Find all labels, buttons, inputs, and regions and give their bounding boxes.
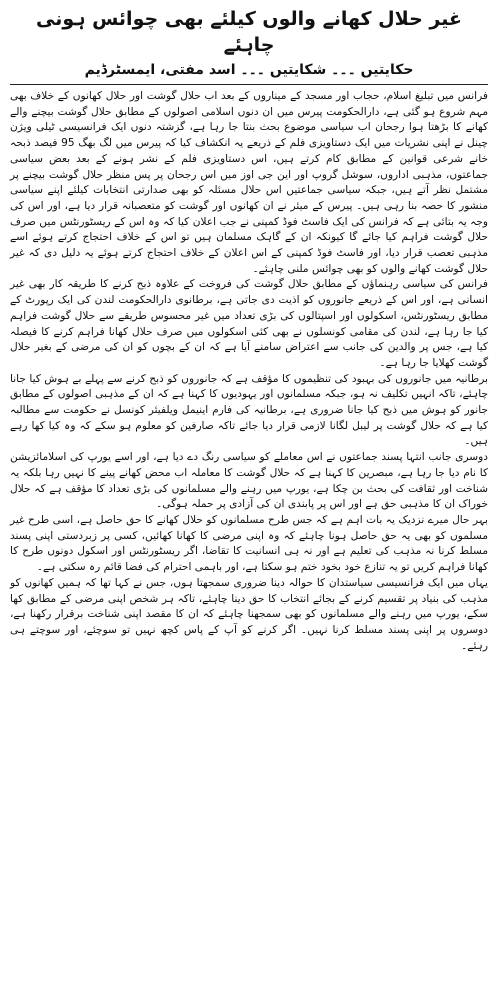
article-paragraph: بہر حال میرے نزدیک یہ بات اہم ہے کہ جس طرح مسلمانوں کو حلال کھانے کا حق حاصل ہے، اسی طرح غیر مسلموں کو بھی یہ حق حاصل ہونا چاہئے کہ وہ اپنی مرضی کا کھانا کھائیں، کسی پر زبردستی اپنی پسند مسلط کرنا نہ مذہب کی تعلیم ہے اور نہ ہی انسانیت کا تقاضا، اگر ریسٹورنٹس اور اسکول دونوں طرح کا کھانا فراہم کریں تو یہ تنازع خود بخود ختم ہو سکتا ہے، اور باہمی احترام کی فضا قائم رہ سکتی ہے۔ bbox=[10, 513, 488, 574]
article-headline: غیر حلال کھانے والوں کیلئے بھی چوائس ہونی چاہئے bbox=[36, 8, 462, 56]
article-paragraph: دوسری جانب انتہا پسند جماعتوں نے اس معاملے کو سیاسی رنگ دے دیا ہے، اور اسے یورپ کی اسلامائزیشن کا نام دیا جا رہا ہے، مبصرین کا کہنا ہے کہ حلال گوشت کا معاملہ اب محض کھانے پینے کا نہیں رہا بلکہ یہ شناخت اور ثقافت کی بحث بن چکا ہے، یورپ میں رہنے والے مسلمانوں کی بڑی تعداد کا مؤقف ہے کہ حلال خوراک ان کا مذہبی حق ہے اور اس پر پابندی ان کی آزادی پر حملہ ہوگی۔ bbox=[10, 451, 488, 511]
article-body bbox=[10, 89, 488, 654]
article-paragraph: برطانیہ میں جانوروں کی بہبود کی تنظیموں کا مؤقف ہے کہ جانوروں کو ذبح کرنے سے پہلے بے ہوش کیا جانا چاہئے، تاکہ انہیں تکلیف نہ ہو، جبکہ مسلمانوں اور یہودیوں کا کہنا ہے کہ ان کے مذہبی اصولوں کے مطابق جانور کو ہوش میں ذبح کیا جانا ضروری ہے، برطانیہ کی فارم اینیمل ویلفیئر کونسل نے حکومت سے مطالبہ کیا ہے کہ حلال گوشت پر لیبل لگانا لازمی قرار دیا جائے تاکہ صارفین کو معلوم ہو سکے کہ وہ کیا کھا رہے ہیں۔ bbox=[10, 372, 488, 448]
article-byline: حکایتیں ۔۔۔ شکایتیں ۔۔۔ اسد مفتی، ایمسٹرڈیم bbox=[84, 62, 414, 78]
divider bbox=[10, 84, 488, 85]
article-paragraph: یہاں میں ایک فرانسیسی سیاستدان کا حوالہ دینا ضروری سمجھتا ہوں، جس نے کہا تھا کہ ہمیں کھانوں کو مذہب کی بنیاد پر تقسیم کرنے کے بجائے انتخاب کا حق دینا چاہئے، تاکہ ہر شخص اپنی مرضی کے مطابق کھا سکے، یورپ میں رہنے والے مسلمانوں کو بھی سمجھنا چاہئے کہ ان کا مقصد اپنی شناخت برقرار رکھنا ہے، دوسروں پر اپنی پسند مسلط کرنا نہیں۔ اگر کرنے کو آپ کے پاس کچھ نہیں تو سوچئے، اور سوچتے ہی رہئے۔ bbox=[10, 576, 488, 652]
article-paragraph: فرانس میں تبلیغ اسلام، حجاب اور مسجد کے میناروں کے بعد اب حلال گوشت اور حلال کھانوں کے خلاف بھی مہم شروع ہو گئی ہے، دارالحکومت پیرس میں ان دنوں اسلامی اصولوں کے مطابق حلال گوشت بیچنے والے کھانے کا بڑھتا ہوا رجحان اب سیاسی موضوع بحث بنتا جا رہا ہے، گزشتہ دنوں ایک فرانسیسی ٹیلی ویژن چینل نے اپنی نشریات میں ایک دستاویزی فلم کے ذریعے یہ انکشاف کیا کہ پیرس میں لگ بھگ 95 فیصد ذبحہ خانے شرعی قوانین کے مطابق کام کرتے ہیں، اس دستاویزی فلم کے نشر ہونے کے بعد بعض سیاسی جماعتوں، مذہبی اداروں، سوشل گروپ اور این جی اوز میں اس رجحان پر پس منظر حلال گوشت بیچنے پر مشتمل نظر آتے ہیں، جبکہ سیاسی جماعتیں اس حلال مسئلہ کو بھی صدارتی انتخابات کیلئے اپنے سیاسی منشور کا حصہ بنا رہی ہیں۔ پیرس کے میئر نے ان کھانوں اور گوشت کو متعصبانہ قرار دیا ہے، اور اس کی وجہ یہ بتائی ہے کہ فرانس کی ایک فاسٹ فوڈ کمپنی نے جب اعلان کیا کہ وہ اس کے ریسٹورنٹس میں صرف حلال گوشت فراہم کیا جائے گا کیونکہ ان کے گاہک مسلمان ہیں تو اس کے خلاف احتجاج کرتے ہوئے اسے مذہبی تعصب قرار دیا، اور فاسٹ فوڈ کمپنی کے اس اعلان کے خلاف احتجاج کرتے ہوئے یہ دلیل دی کہ غیر حلال گوشت کھانے والوں کو بھی چوائس ملنی چاہئے۔ bbox=[10, 90, 488, 275]
article-paragraph: فرانس کی سیاسی رہنماؤں کے مطابق حلال گوشت کی فروخت کے علاوہ ذبح کرنے کا طریقہ کار بھی غیر انسانی ہے، اور اس کے ذریعے جانوروں کو اذیت دی جاتی ہے، برطانوی دارالحکومت لندن کی ایک رپورٹ کے مطابق ریسٹورنٹس، اسکولوں اور اسپتالوں کی بڑی تعداد میں غیر محسوس طریقے سے حلال گوشت فراہم کیا جا رہا ہے، لندن کی مقامی کونسلوں نے بھی کئی اسکولوں میں صرف حلال کھانا فراہم کرنے کا فیصلہ کیا ہے، جس پر والدین کی جانب سے اعتراض سامنے آیا ہے کہ ان کے بچوں کو ان کی مرضی کے بغیر حلال گوشت کھلایا جا رہا ہے۔ bbox=[10, 278, 488, 369]
